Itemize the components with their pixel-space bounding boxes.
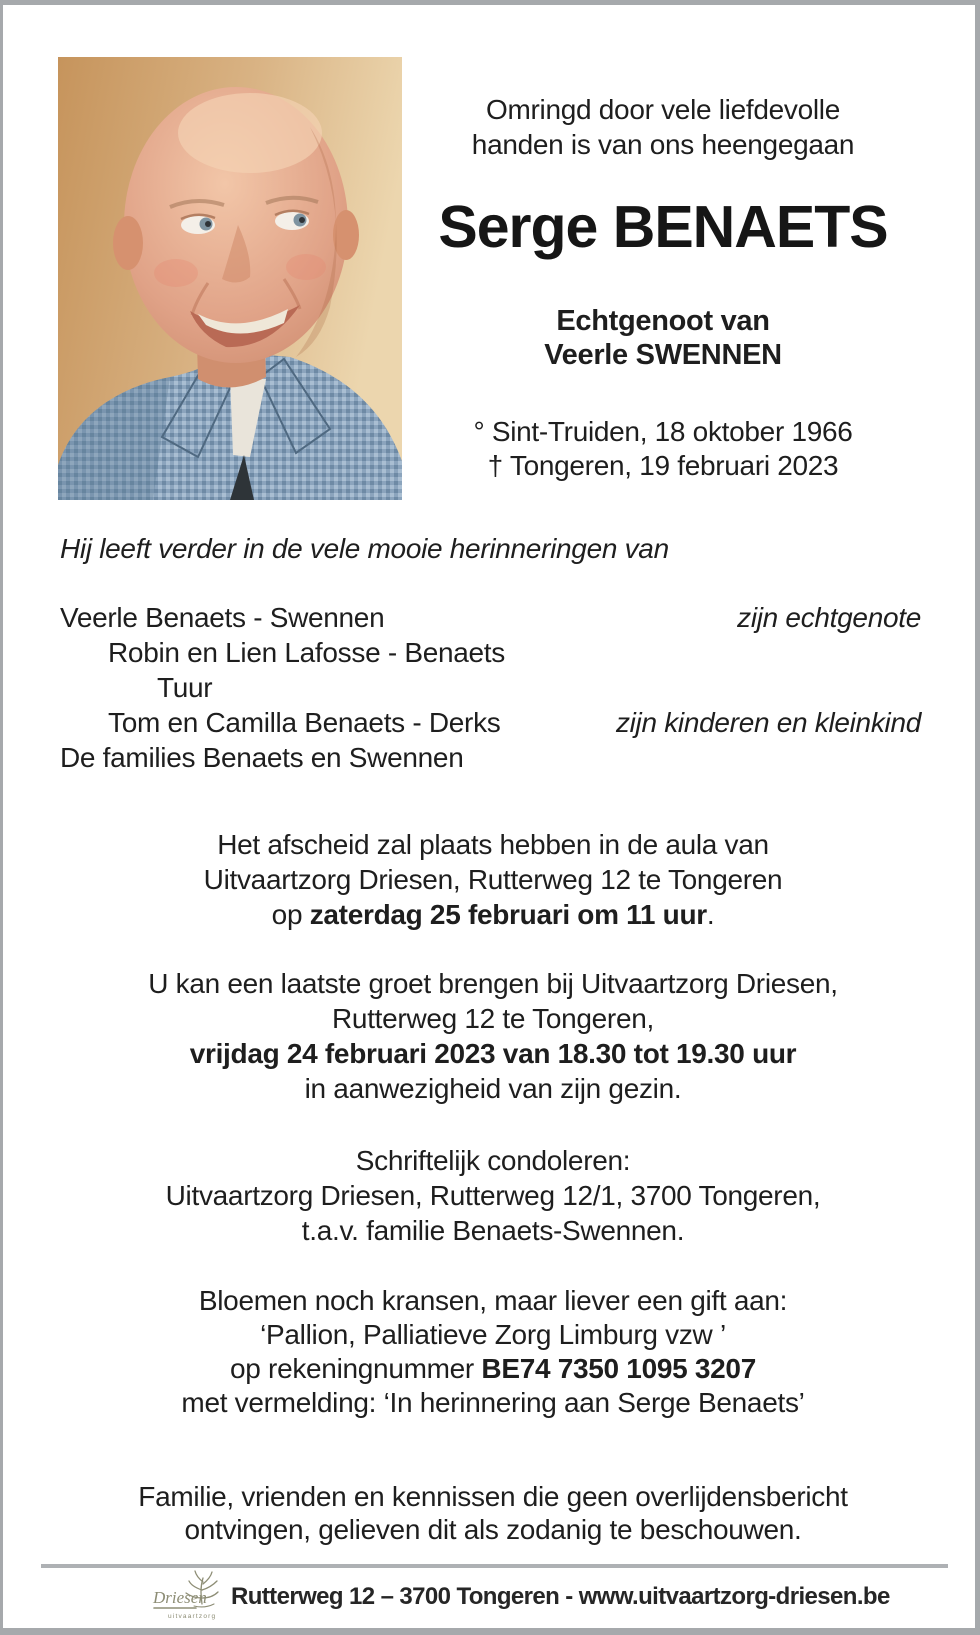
notice-line: Familie, vrienden en kennissen die geen overlijdensbericht xyxy=(138,1481,848,1512)
spouse-name: Veerle SWENNEN xyxy=(544,339,782,371)
donation-line xyxy=(3,1352,980,1386)
family-name: Robin en Lien Lafosse - Benaets xyxy=(108,637,505,668)
death-date: † Tongeren, 19 februari 2023 xyxy=(487,450,839,481)
family-row xyxy=(60,705,921,740)
condolences-line: Schriftelijk condoleren: xyxy=(355,1145,631,1176)
spouse-relation xyxy=(403,304,923,372)
farewell-datetime: zaterdag 25 februari om 11 uur xyxy=(309,899,707,930)
logo-subtext: uitvaartzorg xyxy=(168,1613,217,1620)
farewell-paragraph xyxy=(3,827,980,932)
farewell-suffix: . xyxy=(706,899,715,930)
family-row xyxy=(60,740,921,775)
viewing-line: Rutterweg 12 te Tongeren, xyxy=(332,1003,654,1034)
footer-address: Rutterweg 12 – 3700 Tongeren - www.uitvaartzorg-driesen.be xyxy=(231,1583,890,1610)
donation-line: Bloemen noch kransen, maar liever een gift aan: xyxy=(198,1285,788,1316)
farewell-prefix: op xyxy=(271,899,310,930)
donation-prefix: op rekeningnummer xyxy=(230,1353,482,1384)
logo-wordmark: Driesen xyxy=(153,1588,207,1607)
spouse-label: Echtgenoot van xyxy=(556,305,770,337)
family-relation: zijn echtgenote xyxy=(737,602,921,633)
family-name: Veerle Benaets - Swennen xyxy=(60,602,385,633)
notice-paragraph xyxy=(3,1480,980,1546)
farewell-line xyxy=(3,897,980,932)
donation-charity: ‘Pallion, Palliatieve Zorg Limburg vzw ’ xyxy=(260,1319,726,1350)
donation-account-number: BE74 7350 1095 3207 xyxy=(481,1353,756,1384)
funeral-home-logo xyxy=(150,1568,220,1626)
family-relation: zijn kinderen en kleinkind xyxy=(615,707,921,738)
portrait-photo xyxy=(58,57,402,500)
farewell-line: Uitvaartzorg Driesen, Rutterweg 12 te Tongeren xyxy=(203,864,783,895)
donation-paragraph xyxy=(3,1284,980,1420)
driesen-tree-logo-icon xyxy=(150,1568,220,1626)
viewing-paragraph xyxy=(3,966,980,1106)
family-name: Tom en Camilla Benaets - Derks xyxy=(108,707,501,738)
family-name: Tuur xyxy=(157,672,213,703)
intro-line: handen is van ons heengegaan xyxy=(471,129,855,160)
announcement-header xyxy=(403,5,923,483)
birth-date: ° Sint-Truiden, 18 oktober 1966 xyxy=(473,416,853,447)
family-name: De families Benaets en Swennen xyxy=(60,742,464,773)
condolences-paragraph xyxy=(3,1143,980,1248)
family-list xyxy=(60,600,921,775)
remembrance-lead: Hij leeft verder in de vele mooie herinneringen van xyxy=(60,533,669,564)
donation-line: met vermelding: ‘In herinnering aan Serge Benaets’ xyxy=(181,1387,805,1418)
viewing-line: in aanwezigheid van zijn gezin. xyxy=(304,1073,682,1104)
life-dates xyxy=(403,415,923,483)
portrait-illustration xyxy=(58,57,402,500)
viewing-line: U kan een laatste groet brengen bij Uitvaartzorg Driesen, xyxy=(148,968,838,999)
intro-line: Omringd door vele liefdevolle xyxy=(486,94,840,125)
remembrance-section xyxy=(60,531,921,775)
deceased-name: Serge BENAETS xyxy=(438,194,888,260)
condolences-line: t.a.v. familie Benaets-Swennen. xyxy=(301,1215,685,1246)
farewell-line: Het afscheid zal plaats hebben in de aula van xyxy=(217,829,769,860)
viewing-datetime: vrijdag 24 februari 2023 van 18.30 tot 19.30 uur xyxy=(189,1038,797,1069)
notice-line: ontvingen, gelieven dit als zodanig te beschouwen. xyxy=(184,1514,802,1545)
condolences-line: Uitvaartzorg Driesen, Rutterweg 12/1, 3700 Tongeren, xyxy=(165,1180,821,1211)
intro-text xyxy=(403,92,923,162)
family-row xyxy=(60,600,921,635)
family-row xyxy=(60,635,921,670)
family-row xyxy=(60,670,921,705)
